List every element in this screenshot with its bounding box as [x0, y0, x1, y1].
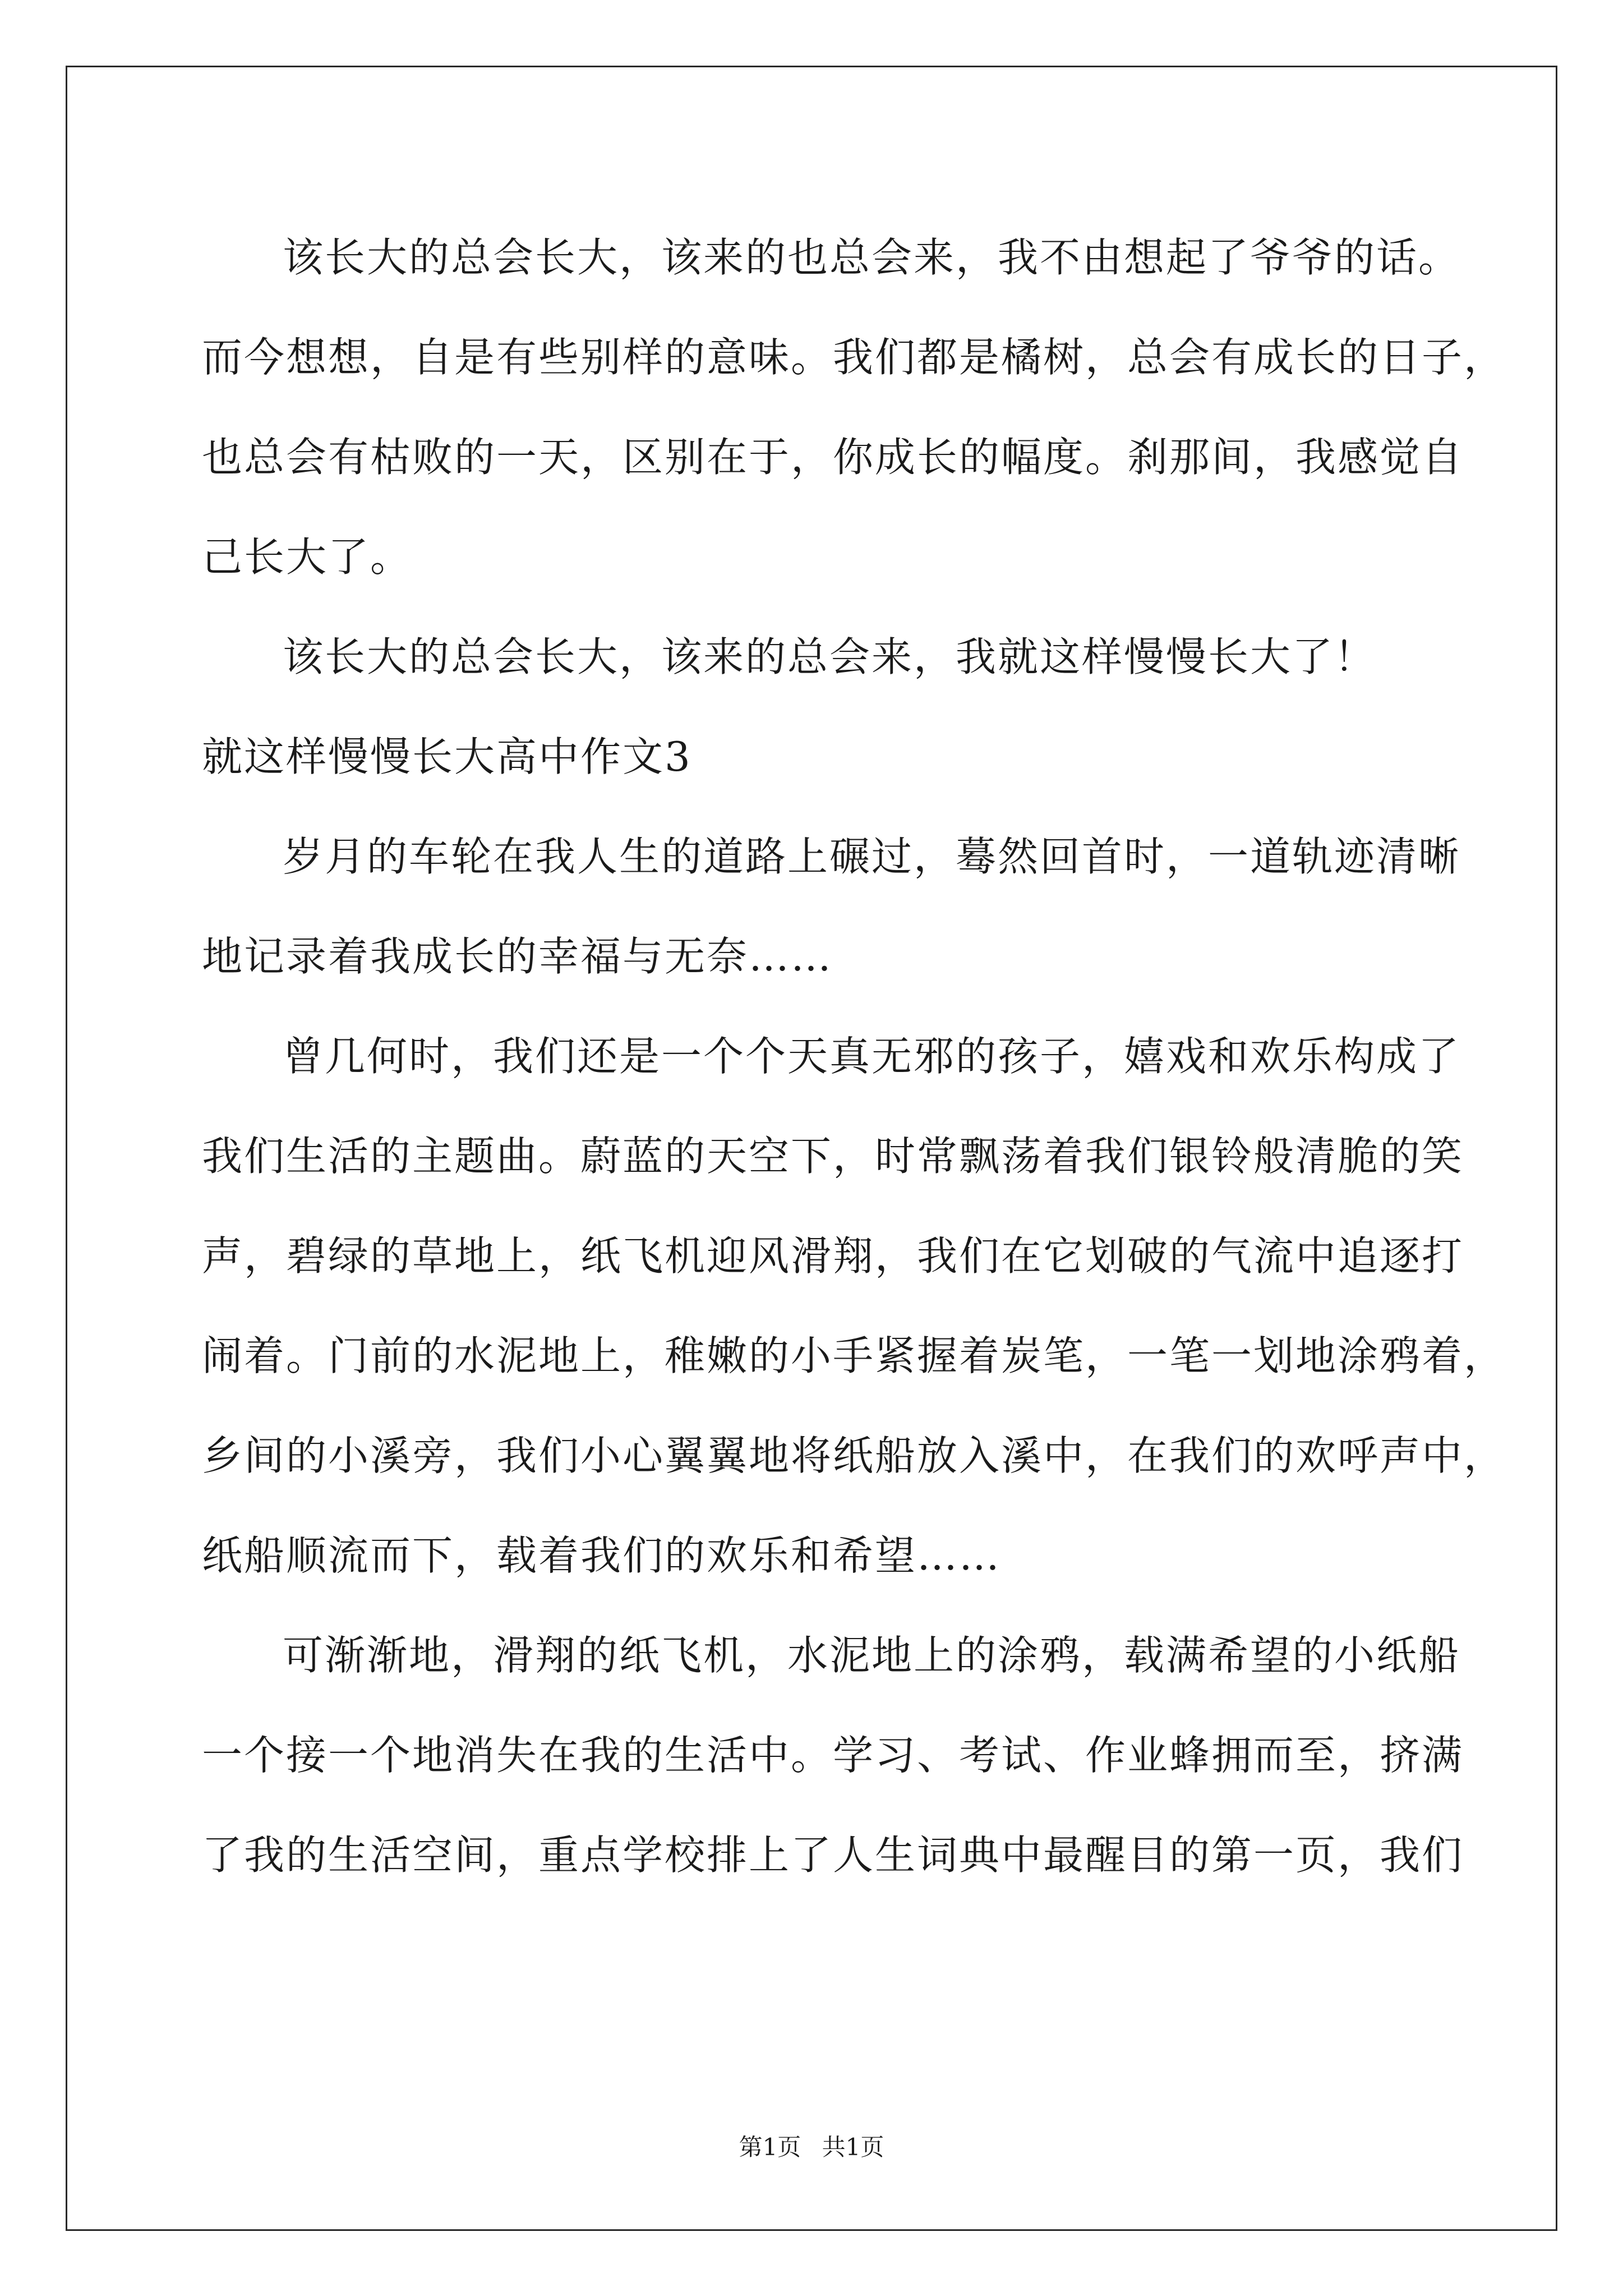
text-line: 声，碧绿的草地上，纸飞机迎风滑翔，我们在它划破的气流中追逐打 — [202, 1232, 1464, 1280]
text-line: 己长大了。 — [202, 533, 413, 581]
text-line: 也总会有枯败的一天，区别在于，你成长的幅度。刹那间，我感觉自 — [202, 434, 1464, 481]
text-line: 地记录着我成长的幸福与无奈…… — [202, 933, 833, 980]
text-line: 一个接一个地消失在我的生活中。学习、考试、作业蜂拥而至，挤满 — [202, 1732, 1464, 1779]
document-body — [202, 208, 1506, 1905]
text-line: 可渐渐地，滑翔的纸飞机，水泥地上的涂鸦，载满希望的小纸船 — [283, 1632, 1461, 1679]
text-line: 而今想想，自是有些别样的意味。我们都是橘树，总会有成长的日子， — [202, 334, 1506, 381]
page-total: 共1页 — [822, 2133, 884, 2161]
text-line: 岁月的车轮在我人生的道路上碾过，蓦然回首时，一道轨迹清晰 — [283, 833, 1461, 880]
page-number: 第1页 — [739, 2133, 801, 2161]
text-line: 该长大的总会长大，该来的也总会来，我不由想起了爷爷的话。 — [283, 234, 1461, 281]
text-line: 曾几何时，我们还是一个个天真无邪的孩子，嬉戏和欢乐构成了 — [283, 1033, 1461, 1080]
page-footer — [0, 2129, 1623, 2162]
text-line: 我们生活的主题曲。蔚蓝的天空下，时常飘荡着我们银铃般清脆的笑 — [202, 1133, 1464, 1180]
text-line: 闹着。门前的水泥地上，稚嫩的小手紧握着炭笔，一笔一划地涂鸦着， — [202, 1332, 1506, 1379]
text-line: 乡间的小溪旁，我们小心翼翼地将纸船放入溪中，在我们的欢呼声中， — [202, 1432, 1506, 1479]
section-heading: 就这样慢慢长大高中作文3 — [202, 733, 692, 780]
text-line: 该长大的总会长大，该来的总会来，我就这样慢慢长大了！ — [283, 633, 1377, 680]
text-line: 了我的生活空间，重点学校排上了人生词典中最醒目的第一页，我们 — [202, 1832, 1464, 1879]
text-line: 纸船顺流而下，载着我们的欢乐和希望…… — [202, 1532, 1002, 1579]
